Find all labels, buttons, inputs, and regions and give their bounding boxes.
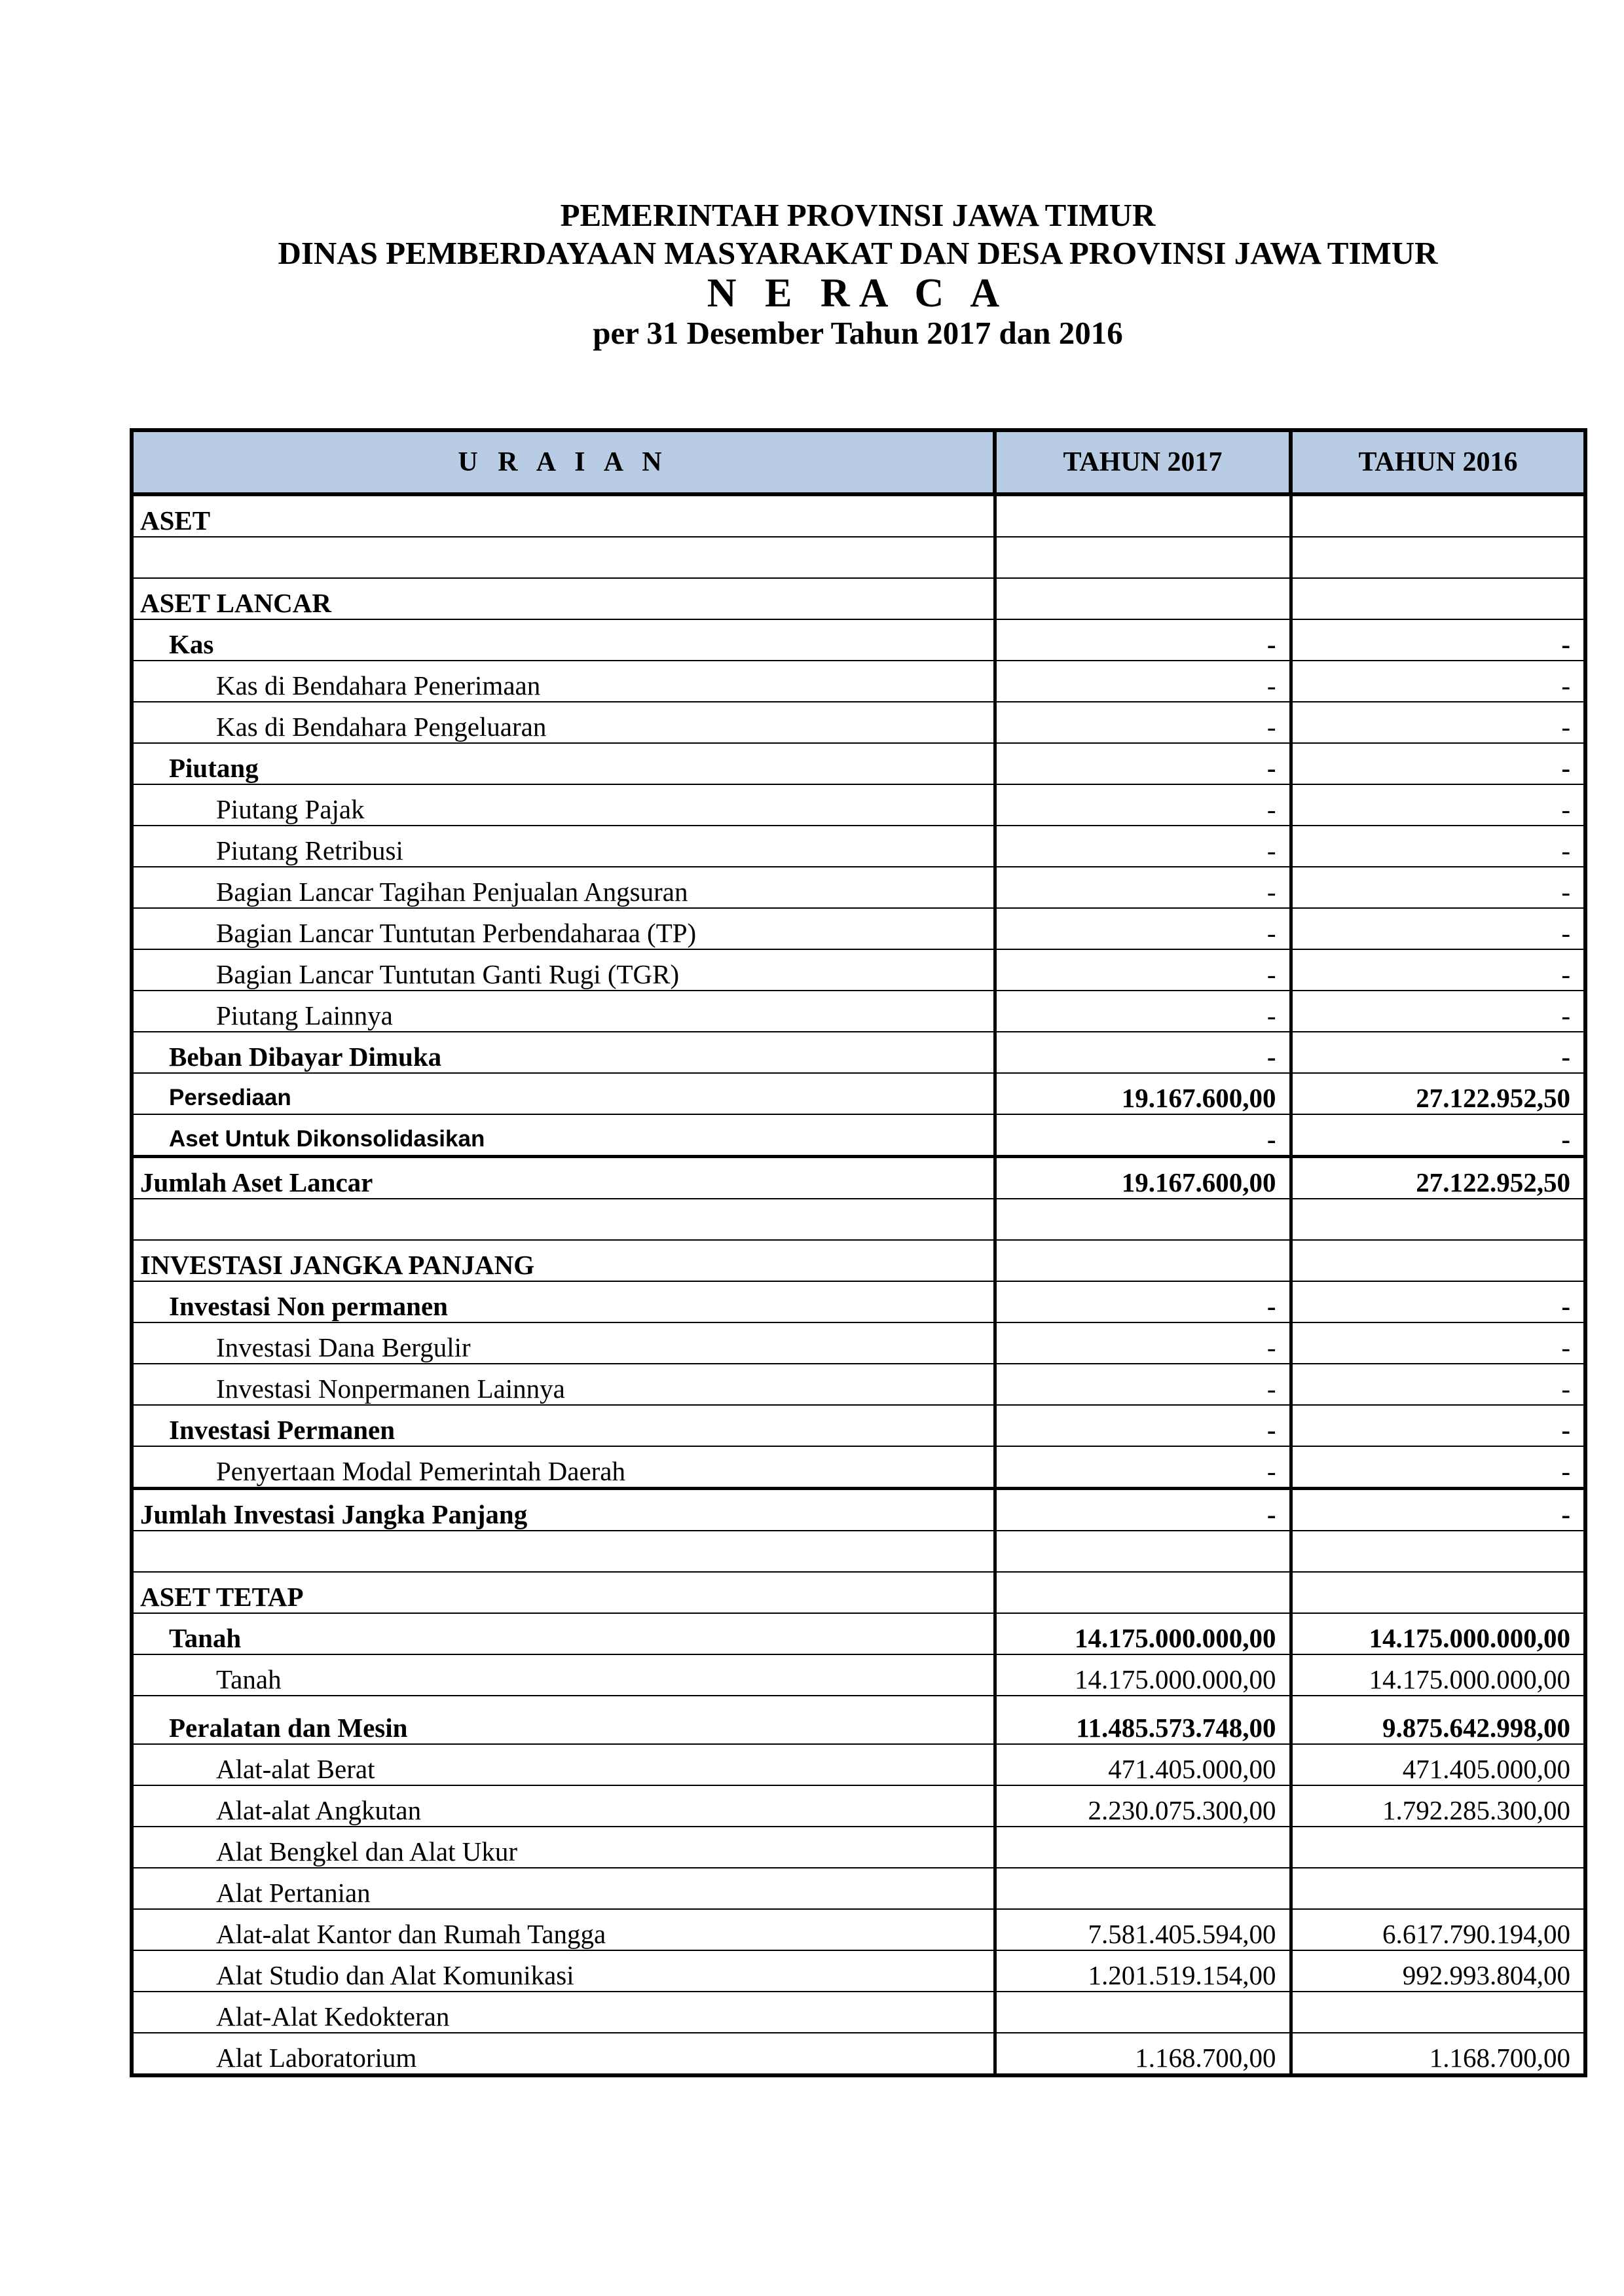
row-label: Persediaan — [132, 1073, 995, 1114]
row-label: Bagian Lancar Tuntutan Ganti Rugi (TGR) — [132, 949, 995, 991]
value-2017: - — [995, 908, 1291, 949]
table-row — [132, 661, 1585, 702]
value-2016 — [1291, 1572, 1585, 1613]
value-2017: - — [995, 1405, 1291, 1446]
value-2016: 27.122.952,50 — [1291, 1073, 1585, 1114]
row-label: Alat Laboratorium — [132, 2033, 995, 2075]
table-row — [132, 1909, 1585, 1950]
table-row — [132, 619, 1585, 661]
row-label: Alat-Alat Kedokteran — [132, 1992, 995, 2033]
table-row — [132, 1613, 1585, 1654]
column-header-description: U R A I A N — [132, 430, 995, 494]
value-2016: - — [1291, 702, 1585, 743]
column-header-2016: TAHUN 2016 — [1291, 430, 1585, 494]
table-row — [132, 1744, 1585, 1785]
value-2016 — [1291, 1199, 1585, 1240]
value-2016: - — [1291, 949, 1585, 991]
value-2016: - — [1291, 1032, 1585, 1073]
value-2017: - — [995, 661, 1291, 702]
table-row — [132, 1405, 1585, 1446]
value-2016: - — [1291, 908, 1585, 949]
value-2016: - — [1291, 1489, 1585, 1531]
table-row — [132, 1364, 1585, 1405]
row-label: Investasi Dana Bergulir — [132, 1322, 995, 1364]
value-2016 — [1291, 1827, 1585, 1868]
value-2017: 14.175.000.000,00 — [995, 1654, 1291, 1696]
value-2017: - — [995, 784, 1291, 826]
row-label: Alat Pertanian — [132, 1868, 995, 1909]
value-2016: - — [1291, 826, 1585, 867]
value-2016 — [1291, 1531, 1585, 1572]
row-label: Piutang — [132, 743, 995, 784]
row-label: Bagian Lancar Tuntutan Perbendaharaa (TP) — [132, 908, 995, 949]
value-2017: 11.485.573.748,00 — [995, 1696, 1291, 1744]
table-row — [132, 2033, 1585, 2075]
row-label: Investasi Non permanen — [132, 1281, 995, 1322]
row-label: Jumlah Investasi Jangka Panjang — [132, 1489, 995, 1531]
value-2016: 14.175.000.000,00 — [1291, 1613, 1585, 1654]
value-2017: 471.405.000,00 — [995, 1744, 1291, 1785]
row-label: Piutang Pajak — [132, 784, 995, 826]
row-label: Tanah — [132, 1654, 995, 1696]
row-label: ASET TETAP — [132, 1572, 995, 1613]
table-row — [132, 1322, 1585, 1364]
report-period: per 31 Desember Tahun 2017 dan 2016 — [593, 315, 1123, 351]
value-2017: - — [995, 826, 1291, 867]
row-label: Investasi Permanen — [132, 1405, 995, 1446]
value-2017: - — [995, 1032, 1291, 1073]
table-row — [132, 702, 1585, 743]
table-row — [132, 991, 1585, 1032]
value-2017 — [995, 1531, 1291, 1572]
header-agency: DINAS PEMBERDAYAAN MASYARAKAT DAN DESA PROVINSI JAWA TIMUR — [278, 235, 1438, 271]
page-title: N E RA C A — [707, 271, 1009, 316]
row-label: Aset Untuk Dikonsolidasikan — [132, 1114, 995, 1157]
row-label: Alat Studio dan Alat Komunikasi — [132, 1950, 995, 1992]
value-2017 — [995, 1868, 1291, 1909]
table-row — [132, 1446, 1585, 1489]
row-label: Alat-alat Kantor dan Rumah Tangga — [132, 1909, 995, 1950]
value-2016: - — [1291, 1364, 1585, 1405]
table-row — [132, 1073, 1585, 1114]
value-2016: - — [1291, 1322, 1585, 1364]
row-label: ASET LANCAR — [132, 578, 995, 619]
value-2017 — [995, 1992, 1291, 2033]
table-row — [132, 743, 1585, 784]
value-2017: 1.168.700,00 — [995, 2033, 1291, 2075]
table-row — [132, 537, 1585, 578]
table-row — [132, 1531, 1585, 1572]
value-2017: 2.230.075.300,00 — [995, 1785, 1291, 1827]
value-2017 — [995, 1572, 1291, 1613]
row-label: ASET — [132, 494, 995, 537]
value-2016: 14.175.000.000,00 — [1291, 1654, 1585, 1696]
row-label: Kas di Bendahara Pengeluaran — [132, 702, 995, 743]
column-header-2017: TAHUN 2017 — [995, 430, 1291, 494]
table-row — [132, 1785, 1585, 1827]
table-row — [132, 1032, 1585, 1073]
row-label: Tanah — [132, 1613, 995, 1654]
table-row — [132, 867, 1585, 908]
value-2017: 14.175.000.000,00 — [995, 1613, 1291, 1654]
value-2017: 19.167.600,00 — [995, 1157, 1291, 1199]
value-2016: - — [1291, 1446, 1585, 1489]
value-2016: - — [1291, 661, 1585, 702]
table-row — [132, 1489, 1585, 1531]
value-2016 — [1291, 1992, 1585, 2033]
value-2017: - — [995, 702, 1291, 743]
row-label: Investasi Nonpermanen Lainnya — [132, 1364, 995, 1405]
table-row — [132, 1827, 1585, 1868]
balance-sheet-table — [130, 428, 1587, 2077]
document-header — [0, 196, 1624, 352]
value-2017: - — [995, 991, 1291, 1032]
value-2016: - — [1291, 784, 1585, 826]
row-label: Alat-alat Angkutan — [132, 1785, 995, 1827]
table-row — [132, 1992, 1585, 2033]
table-row — [132, 908, 1585, 949]
value-2017: - — [995, 1322, 1291, 1364]
value-2017 — [995, 578, 1291, 619]
row-label: Peralatan dan Mesin — [132, 1696, 995, 1744]
value-2016 — [1291, 537, 1585, 578]
value-2016: 471.405.000,00 — [1291, 1744, 1585, 1785]
value-2017: - — [995, 949, 1291, 991]
value-2016: 992.993.804,00 — [1291, 1950, 1585, 1992]
value-2017 — [995, 1199, 1291, 1240]
value-2016: 9.875.642.998,00 — [1291, 1696, 1585, 1744]
table-row — [132, 1114, 1585, 1157]
row-label: Piutang Retribusi — [132, 826, 995, 867]
value-2016: 1.792.285.300,00 — [1291, 1785, 1585, 1827]
value-2017: - — [995, 743, 1291, 784]
table-body — [132, 494, 1585, 2075]
row-label: Kas — [132, 619, 995, 661]
value-2017: 7.581.405.594,00 — [995, 1909, 1291, 1950]
table-header-row — [132, 430, 1585, 494]
table-row — [132, 1696, 1585, 1744]
value-2017: - — [995, 619, 1291, 661]
value-2017: - — [995, 1364, 1291, 1405]
row-label: Piutang Lainnya — [132, 991, 995, 1032]
value-2016 — [1291, 494, 1585, 537]
value-2017: - — [995, 1114, 1291, 1157]
value-2016 — [1291, 1240, 1585, 1281]
row-label — [132, 537, 995, 578]
value-2017 — [995, 1240, 1291, 1281]
value-2017: 19.167.600,00 — [995, 1073, 1291, 1114]
row-label: Beban Dibayar Dimuka — [132, 1032, 995, 1073]
value-2016: - — [1291, 1405, 1585, 1446]
value-2017: - — [995, 867, 1291, 908]
table-row — [132, 1654, 1585, 1696]
value-2016: - — [1291, 1114, 1585, 1157]
table-row — [132, 1572, 1585, 1613]
row-label: Penyertaan Modal Pemerintah Daerah — [132, 1446, 995, 1489]
row-label: Alat Bengkel dan Alat Ukur — [132, 1827, 995, 1868]
table-row — [132, 1950, 1585, 1992]
value-2016: 27.122.952,50 — [1291, 1157, 1585, 1199]
value-2016: - — [1291, 991, 1585, 1032]
table-row — [132, 1199, 1585, 1240]
table-row — [132, 949, 1585, 991]
table-row — [132, 1281, 1585, 1322]
table-row — [132, 1157, 1585, 1199]
value-2017 — [995, 537, 1291, 578]
value-2017: 1.201.519.154,00 — [995, 1950, 1291, 1992]
row-label: Jumlah Aset Lancar — [132, 1157, 995, 1199]
value-2017 — [995, 494, 1291, 537]
value-2016 — [1291, 578, 1585, 619]
row-label: Alat-alat Berat — [132, 1744, 995, 1785]
row-label: Bagian Lancar Tagihan Penjualan Angsuran — [132, 867, 995, 908]
value-2016 — [1291, 1868, 1585, 1909]
value-2017: - — [995, 1489, 1291, 1531]
table-row — [132, 494, 1585, 537]
value-2017 — [995, 1827, 1291, 1868]
row-label — [132, 1531, 995, 1572]
value-2016: 6.617.790.194,00 — [1291, 1909, 1585, 1950]
value-2017: - — [995, 1281, 1291, 1322]
value-2016: - — [1291, 867, 1585, 908]
row-label: Kas di Bendahara Penerimaan — [132, 661, 995, 702]
table-row — [132, 1868, 1585, 1909]
value-2016: 1.168.700,00 — [1291, 2033, 1585, 2075]
value-2016: - — [1291, 619, 1585, 661]
row-label: INVESTASI JANGKA PANJANG — [132, 1240, 995, 1281]
value-2017: - — [995, 1446, 1291, 1489]
header-government: PEMERINTAH PROVINSI JAWA TIMUR — [560, 197, 1156, 233]
table-row — [132, 578, 1585, 619]
row-label — [132, 1199, 995, 1240]
value-2016: - — [1291, 1281, 1585, 1322]
table-row — [132, 784, 1585, 826]
table-row — [132, 826, 1585, 867]
table-row — [132, 1240, 1585, 1281]
value-2016: - — [1291, 743, 1585, 784]
